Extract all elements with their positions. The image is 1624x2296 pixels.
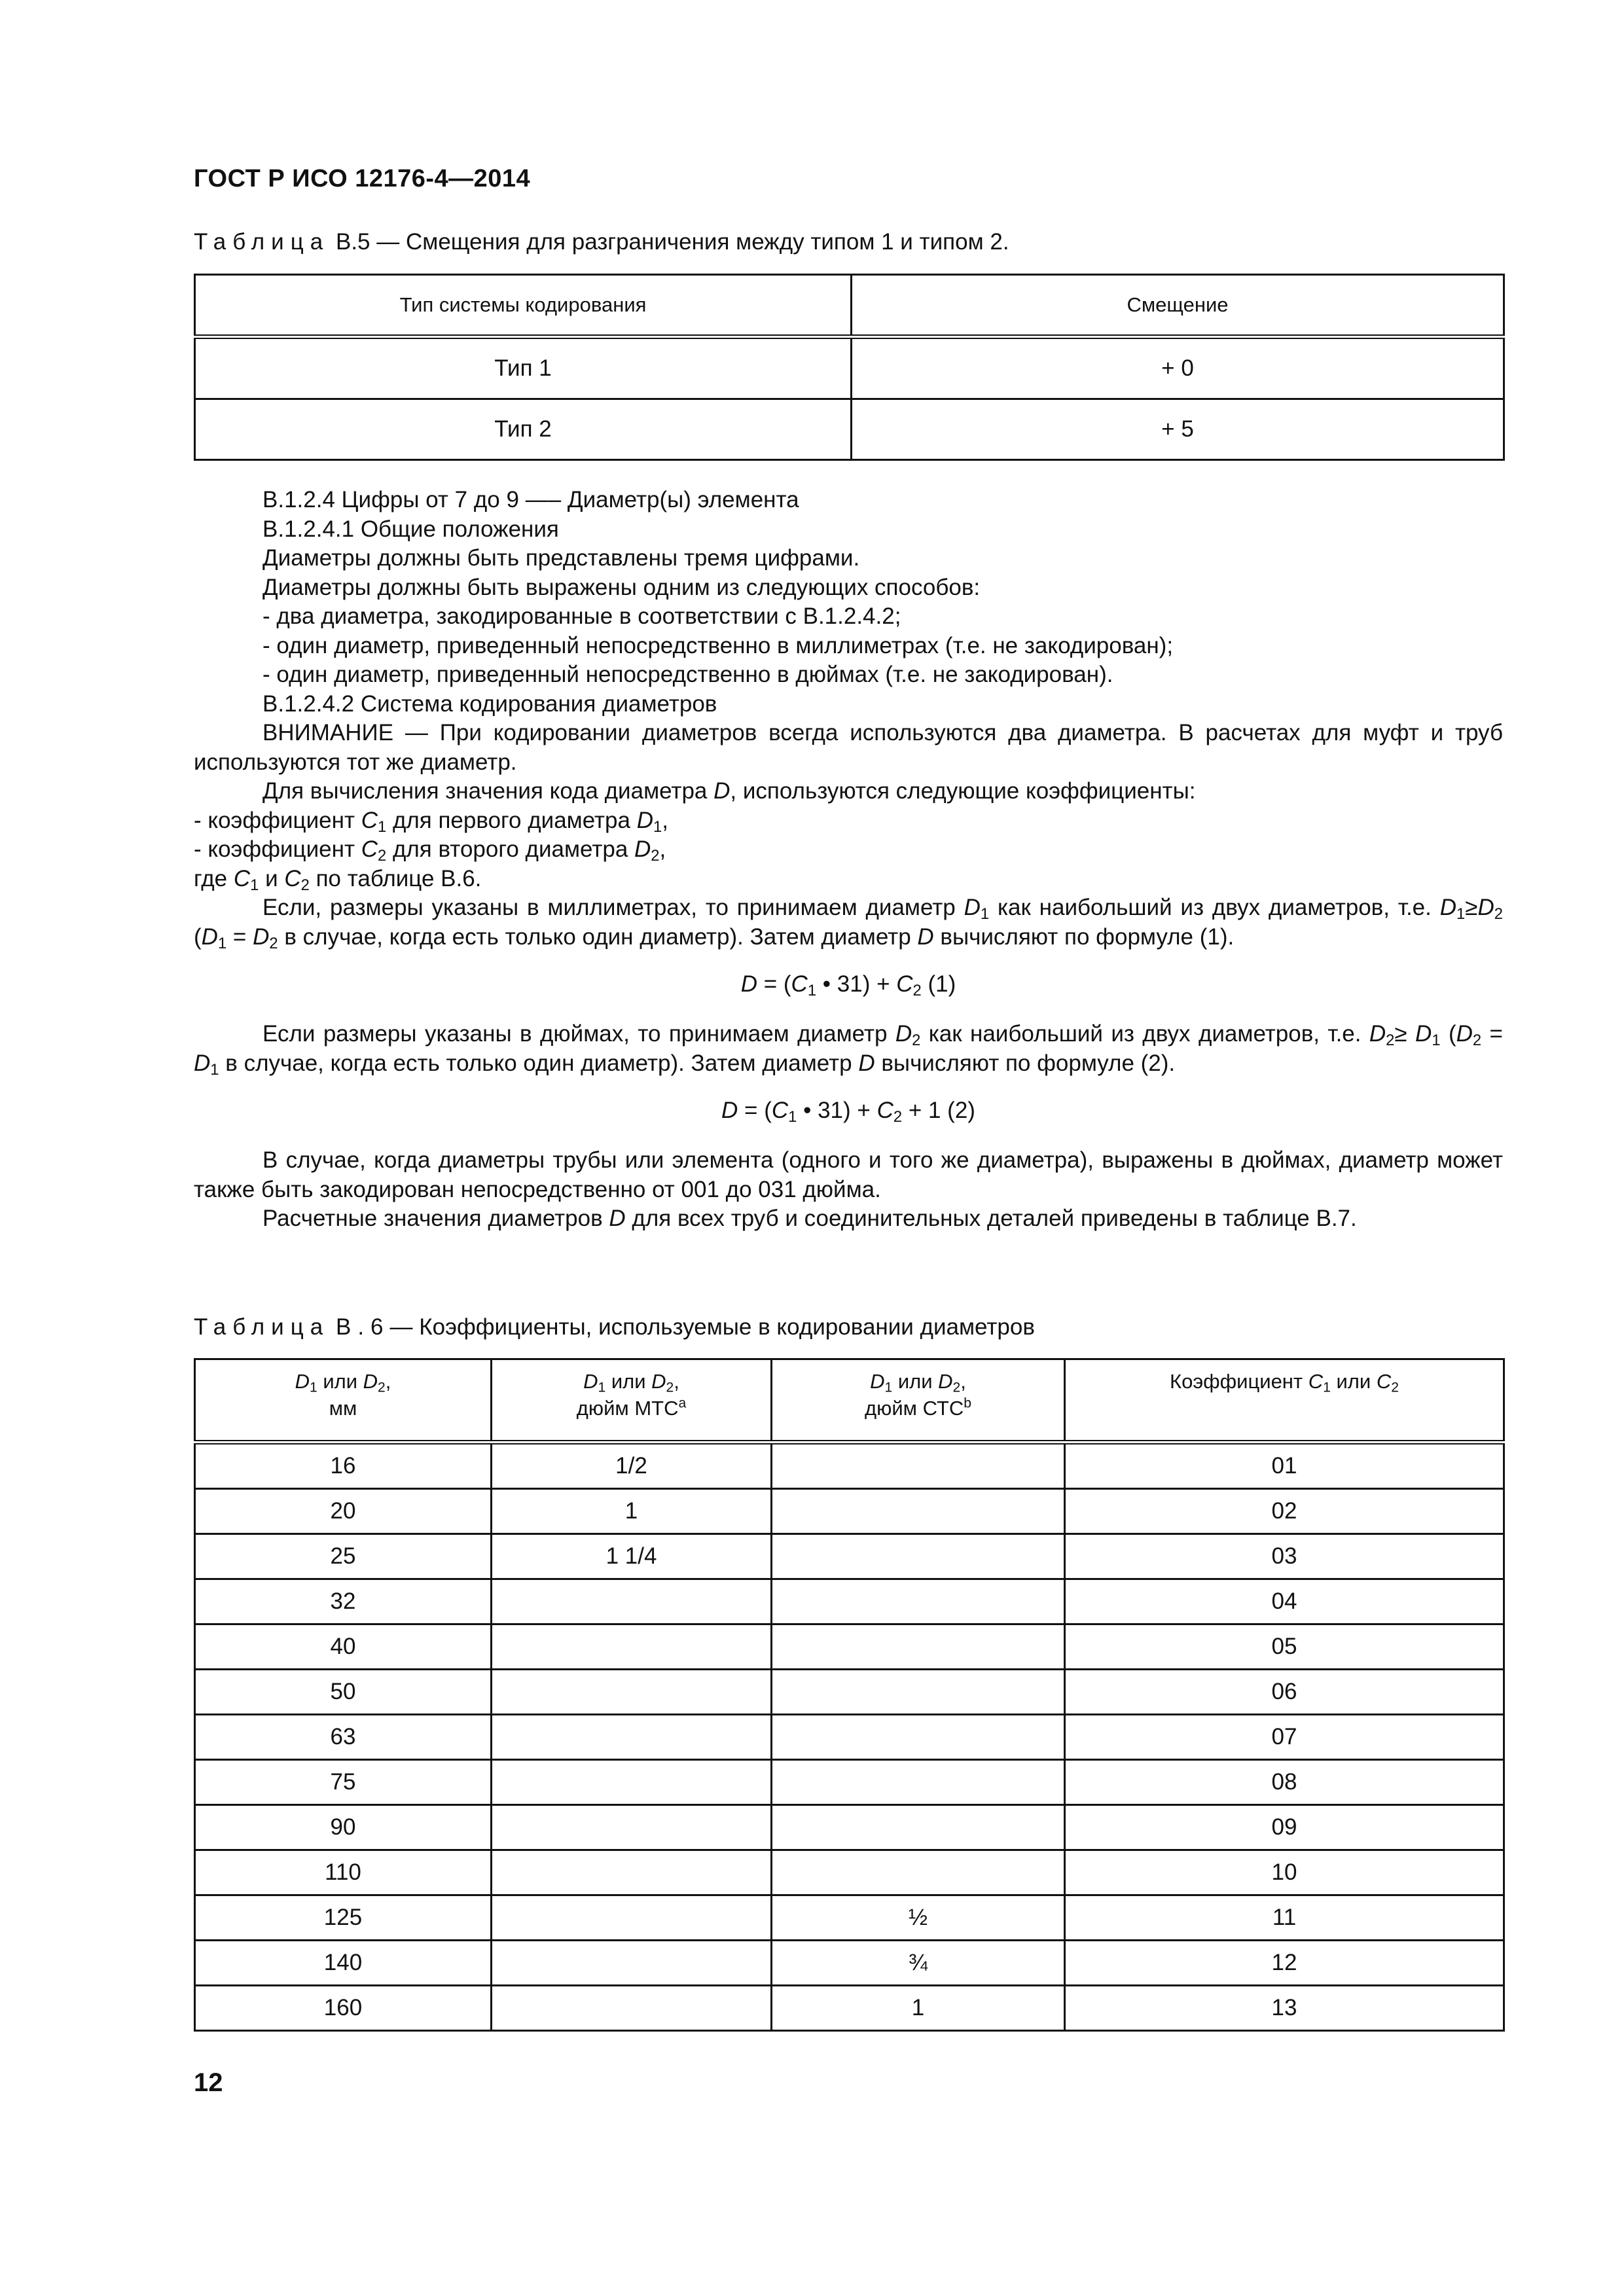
table-cell: 04 <box>1065 1579 1504 1624</box>
table-cell: 01 <box>1065 1443 1504 1489</box>
table-cell: 03 <box>1065 1534 1504 1579</box>
table-row <box>195 1670 1504 1715</box>
clause-heading: В.1.2.4.2 Система кодирования диаметров <box>262 691 717 717</box>
table-cell: + 5 <box>852 399 1504 460</box>
table-cell: 125 <box>195 1895 492 1941</box>
table-cell <box>772 1579 1065 1624</box>
table-row <box>195 1986 1504 2031</box>
table-cell: 40 <box>195 1624 492 1670</box>
table-cell <box>492 1805 772 1850</box>
column-header-coefficient: Коэффициент $C_1$ или $C_2$ <box>1065 1359 1504 1443</box>
table-cell: 12 <box>1065 1941 1504 1986</box>
table-cell: + 0 <box>852 337 1504 399</box>
paragraph: где $C_1$ и $C_2$ по таблице В.6. <box>194 865 482 894</box>
column-header-d-mm: $D_1$ или $D_2$, мм <box>195 1359 492 1443</box>
table-cell: 1 1/4 <box>492 1534 772 1579</box>
table-cell <box>492 1670 772 1715</box>
table-cell <box>772 1443 1065 1489</box>
table-row <box>195 1443 1504 1489</box>
list-item: - коэффициент $C_2$ для второго диаметра $D_2$, <box>194 836 666 865</box>
table-cell <box>772 1670 1065 1715</box>
paragraph: В случае, когда диаметры трубы или элемента (одного и того же диаметра), выражены в дюймах, диаметр может также быть закодирован непосредственно от 001 до 031 дюйма. <box>194 1147 1503 1202</box>
table-row <box>195 1805 1504 1850</box>
table-b5 <box>194 274 1505 461</box>
paragraph: Для вычисления значения кода диаметра D, используются следующие коэффициенты: <box>262 778 1196 804</box>
list-item: - один диаметр, приведенный непосредственно в миллиметрах (т.е. не закодирован); <box>262 632 1174 658</box>
paragraph: Если, размеры указаны в миллиметрах, то принимаем диаметр $D_1$ как наибольший из двух диаметров, т.е. $D_1\ge D_2$ ($D_1 = D_2$ в случае, когда есть только один диаметр). Затем диаметр D вычисляют по формуле (1). <box>194 895 1503 952</box>
table-cell <box>492 1579 772 1624</box>
column-header-d-mtc: $D_1$ или $D_2$, дюйм МТС$^a$ <box>492 1359 772 1443</box>
table-cell <box>772 1624 1065 1670</box>
table-cell <box>772 1805 1065 1850</box>
paragraph: Диаметры должны быть представлены тремя цифрами. <box>262 545 860 571</box>
table-cell <box>492 1850 772 1895</box>
clause-heading: В.1.2.4 Цифры от 7 до 9 —– Диаметр(ы) элемента <box>262 487 799 512</box>
paragraph: Если размеры указаны в дюймах, то принимаем диаметр $D_2$ как наибольший из двух диаметров, т.е. $D_2\ge D_1$ ($D_2 = D_1$ в случае, когда есть только один диаметр). Затем диаметр D вычисляют по формуле (2). <box>194 1021 1503 1079</box>
list-item: - два диаметра, закодированные в соответствии с В.1.2.4.2; <box>262 603 901 629</box>
column-header: Тип системы кодирования <box>195 275 852 337</box>
document-id: ГОСТ Р ИСО 12176-4—2014 <box>194 165 531 192</box>
table-row <box>195 1760 1504 1805</box>
table-cell: 25 <box>195 1534 492 1579</box>
table-row <box>195 1579 1504 1624</box>
table-header-row <box>195 1359 1504 1443</box>
table-b5-caption: Таблица В.5 — Смещения для разграничения между типом 1 и типом 2. <box>194 229 1009 255</box>
table-row <box>195 1534 1504 1579</box>
warning-paragraph: ВНИМАНИЕ — При кодировании диаметров всегда используются два диаметра. В расчетах для муфт и труб используются тот же диаметр. <box>194 720 1503 775</box>
table-cell: 06 <box>1065 1670 1504 1715</box>
paragraph: Расчетные значения диаметров D для всех труб и соединительных деталей приведены в таблице В.7. <box>262 1206 1357 1231</box>
table-cell: 1 <box>772 1986 1065 2031</box>
column-header-d-ctc: $D_1$ или $D_2$, дюйм СТС$^b$ <box>772 1359 1065 1443</box>
table-cell: Тип 1 <box>195 337 852 399</box>
list-item: - один диаметр, приведенный непосредственно в дюймах (т.е. не закодирован). <box>262 662 1113 687</box>
table-cell: 1/2 <box>492 1443 772 1489</box>
table-b6-caption: Таблица В.6— Коэффициенты, используемые в кодировании диаметров <box>194 1314 1035 1340</box>
table-cell: ½ <box>772 1895 1065 1941</box>
table-cell: 13 <box>1065 1986 1504 2031</box>
table-cell <box>772 1715 1065 1760</box>
table-cell: 11 <box>1065 1895 1504 1941</box>
table-cell: ¾ <box>772 1941 1065 1986</box>
table-cell: 20 <box>195 1489 492 1534</box>
table-row <box>195 1715 1504 1760</box>
table-cell: 16 <box>195 1443 492 1489</box>
list-item: - коэффициент $C_1$ для первого диаметра $D_1$, <box>194 807 668 836</box>
table-cell: 90 <box>195 1805 492 1850</box>
table-row <box>195 1941 1504 1986</box>
table-cell: 32 <box>195 1579 492 1624</box>
table-row <box>195 1489 1504 1534</box>
table-cell: 09 <box>1065 1805 1504 1850</box>
table-cell <box>492 1624 772 1670</box>
table-cell: 02 <box>1065 1489 1504 1534</box>
column-header: Смещение <box>852 275 1504 337</box>
table-row <box>195 1850 1504 1895</box>
table-cell <box>492 1715 772 1760</box>
table-cell <box>492 1895 772 1941</box>
table-cell: 10 <box>1065 1850 1504 1895</box>
formula-2: $D = (C_1$ • $31) + C_2 + 1$ (2) <box>721 1098 975 1126</box>
table-cell <box>492 1941 772 1986</box>
table-b6-body <box>195 1443 1504 2031</box>
clause-heading: В.1.2.4.1 Общие положения <box>262 516 559 542</box>
table-header-row <box>195 275 1504 337</box>
table-cell: 05 <box>1065 1624 1504 1670</box>
table-cell <box>772 1534 1065 1579</box>
table-cell: 1 <box>492 1489 772 1534</box>
table-cell <box>492 1760 772 1805</box>
table-row <box>195 1895 1504 1941</box>
paragraph: Диаметры должны быть выражены одним из следующих способов: <box>262 574 981 600</box>
page-number: 12 <box>194 2068 223 2097</box>
table-cell: 08 <box>1065 1760 1504 1805</box>
table-cell: 63 <box>195 1715 492 1760</box>
table-cell: 140 <box>195 1941 492 1986</box>
table-row <box>195 399 1504 460</box>
table-cell <box>492 1986 772 2031</box>
formula-1: $D = (C_1$ • $31) + C_2$ (1) <box>740 971 956 999</box>
table-cell <box>772 1760 1065 1805</box>
table-cell: 110 <box>195 1850 492 1895</box>
table-row <box>195 337 1504 399</box>
table-cell: 50 <box>195 1670 492 1715</box>
table-b6 <box>194 1358 1505 2032</box>
table-cell: 160 <box>195 1986 492 2031</box>
body-text <box>194 486 1503 1234</box>
table-cell: 75 <box>195 1760 492 1805</box>
table-cell <box>772 1489 1065 1534</box>
table-cell: Тип 2 <box>195 399 852 460</box>
table-cell: 07 <box>1065 1715 1504 1760</box>
table-row <box>195 1624 1504 1670</box>
table-cell <box>772 1850 1065 1895</box>
